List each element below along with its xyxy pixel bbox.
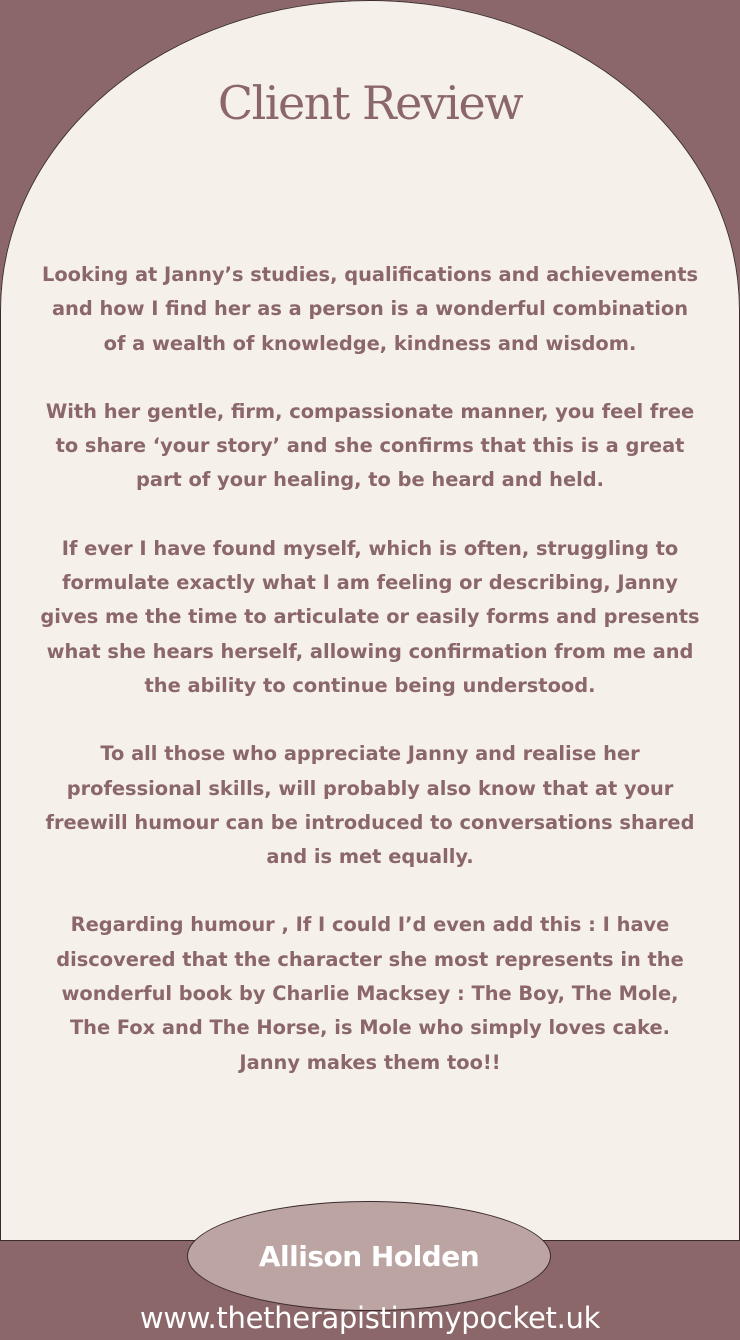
review-paragraph: To all those who appreciate Janny and realise her professional skills, will probably also know that at your freewill humour can be introduced to conversations shared and is met equally. [45, 742, 695, 869]
review-paragraph: Regarding humour , If I could I’d even add this : I have discovered that the character she most represents in the wonderful book by Charlie Macksey : The Boy, The Mole, The Fox and The Horse, is Mole who simply loves cake. Janny makes them too!! [56, 913, 684, 1074]
review-paragraph: With her gentle, firm, compassionate manner, you feel free to share ‘your story’ and she confirms that this is a great part of your healing, to be heard and held. [45, 399, 695, 492]
page-title: Client Review [217, 76, 523, 130]
review-paragraph: If ever I have found myself, which is often, struggling to formulate exactly what I am feeling or describing, Janny gives me the time to articulate or easily forms and presents what she hears herself, allowing confirmation from me and the ability to continue being understood. [40, 536, 700, 697]
author-badge [187, 1201, 551, 1311]
review-paragraph: Looking at Janny’s studies, qualifications and achievements and how I find her as a person is a wonderful combination of a wealth of knowledge, kindness and wisdom. [41, 263, 699, 355]
website-link[interactable]: www.thetherapistinmypocket.uk [139, 1301, 601, 1335]
author-name: Allison Holden [258, 1239, 480, 1273]
review-text [40, 258, 700, 1114]
